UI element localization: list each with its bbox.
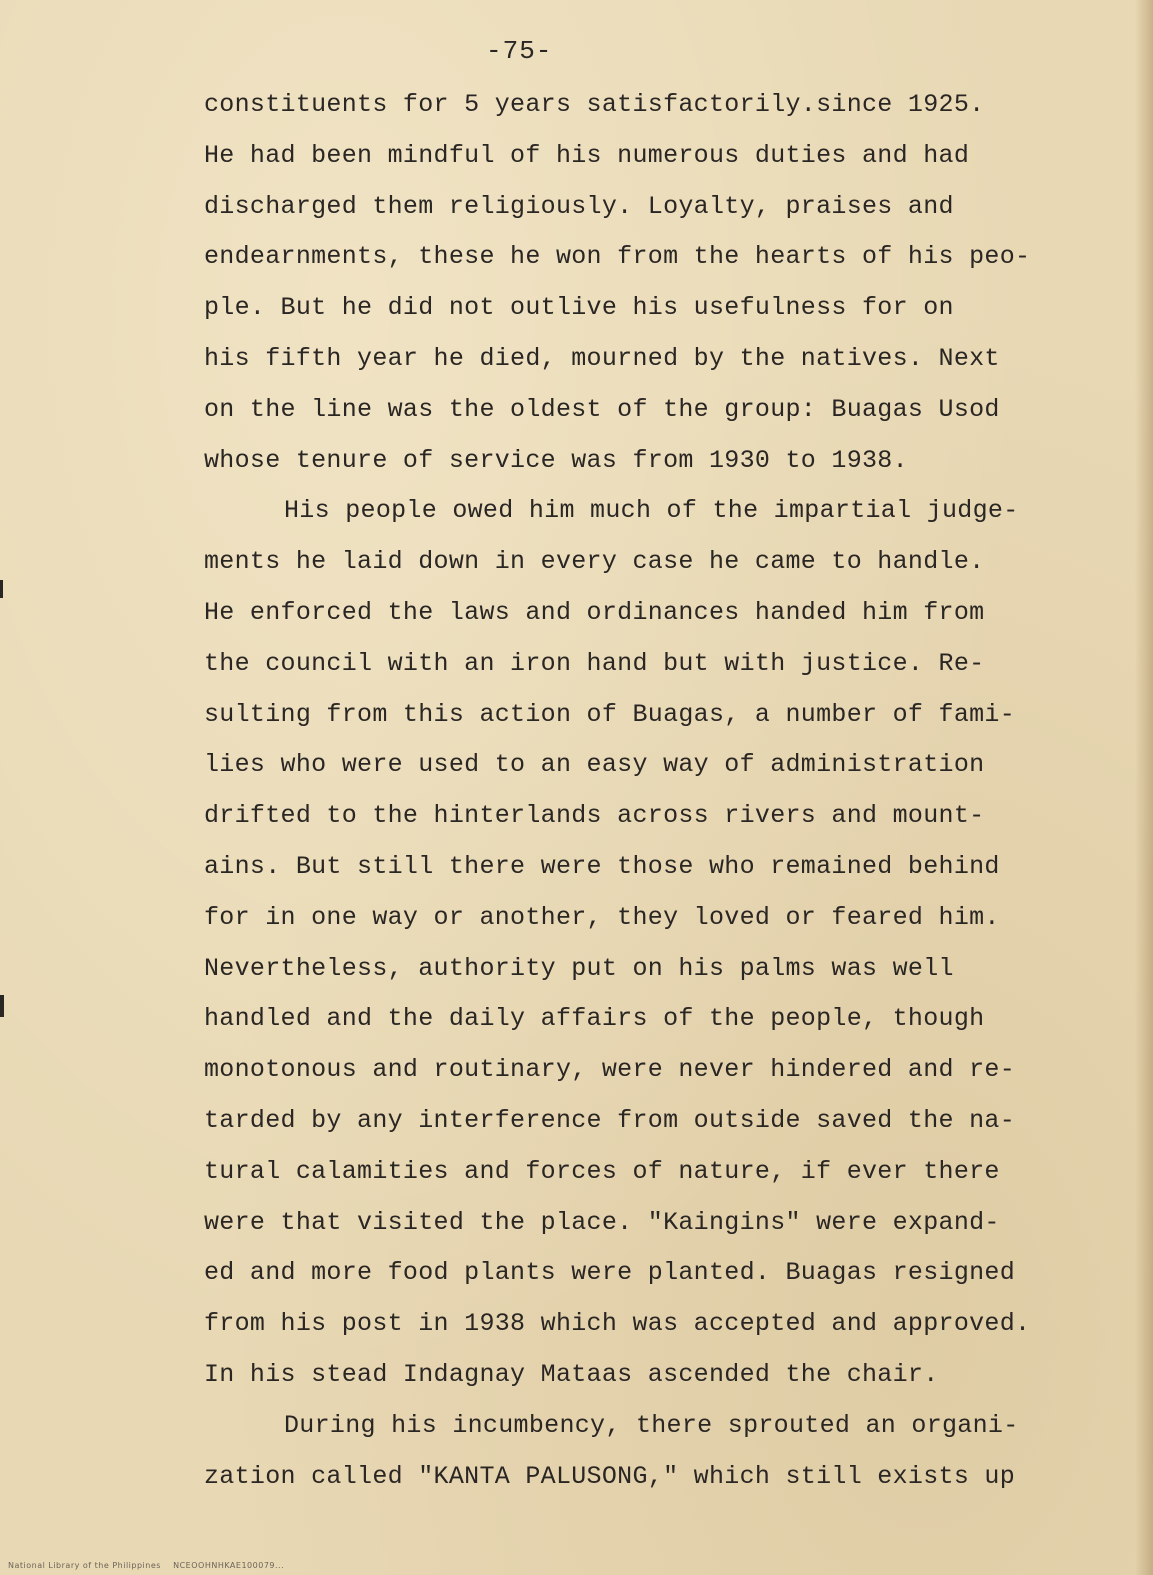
paragraph — [204, 80, 1034, 486]
text-line: ple. But he did not outlive his usefulness for on — [204, 293, 954, 323]
text-line: Nevertheless, authority put on his palms was well — [204, 953, 954, 983]
text-line: the council with an iron hand but with justice. Re- — [204, 648, 985, 678]
page-edge-shadow — [1135, 0, 1153, 1575]
text-line: tarded by any interference from outside saved the na- — [204, 1105, 1016, 1135]
paragraph — [204, 486, 1034, 1400]
text-line: constituents for 5 years satisfactorily.since 1925. — [204, 90, 985, 119]
text-line: ments he laid down in every case he came to handle. — [204, 547, 985, 577]
text-line: His people owed him much of the impartial judge- — [284, 496, 1019, 526]
text-line: zation called "KANTA PALUSONG," which still exists up — [204, 1461, 1016, 1491]
body-text — [204, 80, 1034, 1502]
text-line: discharged them religiously. Loyalty, praises and — [204, 191, 954, 221]
binding-mark — [0, 995, 4, 1017]
text-line: whose tenure of service was from 1930 to 1938. — [204, 445, 908, 475]
text-line: He had been mindful of his numerous duties and had — [204, 140, 970, 170]
text-line: He enforced the laws and ordinances handed him from — [204, 597, 985, 627]
binding-mark — [0, 580, 3, 598]
text-line: handled and the daily affairs of the people, though — [204, 1004, 985, 1034]
text-line: drifted to the hinterlands across rivers and mount- — [204, 801, 985, 831]
text-line: were that visited the place. "Kaingins" were expand- — [204, 1207, 1000, 1237]
paragraph — [204, 1401, 1034, 1503]
text-line: sulting from this action of Buagas, a number of fami- — [204, 699, 1016, 729]
text-line: for in one way or another, they loved or feared him. — [204, 902, 1000, 932]
text-line: his fifth year he died, mourned by the natives. Next — [204, 343, 1000, 373]
page-number: -75- — [486, 36, 553, 66]
text-line: endearnments, these he won from the hearts of his peo- — [204, 242, 1031, 272]
text-line: During his incumbency, there sprouted an organi- — [284, 1410, 1019, 1440]
text-line: ains. But still there were those who remained behind — [204, 851, 1000, 881]
text-line: ed and more food plants were planted. Buagas resigned — [204, 1258, 1016, 1288]
text-line: tural calamities and forces of nature, if ever there — [204, 1156, 1000, 1186]
text-line: lies who were used to an easy way of administration — [204, 750, 985, 780]
text-line: from his post in 1938 which was accepted and approved. — [204, 1309, 1031, 1339]
text-line: monotonous and routinary, were never hindered and re- — [204, 1055, 1016, 1085]
text-line: on the line was the oldest of the group: Buagas Usod — [204, 394, 1000, 424]
scan-footer: National Library of the Philippines NCEOOHNHKAE100079... — [8, 1561, 285, 1570]
text-line: In his stead Indagnay Mataas ascended the chair. — [204, 1359, 939, 1389]
